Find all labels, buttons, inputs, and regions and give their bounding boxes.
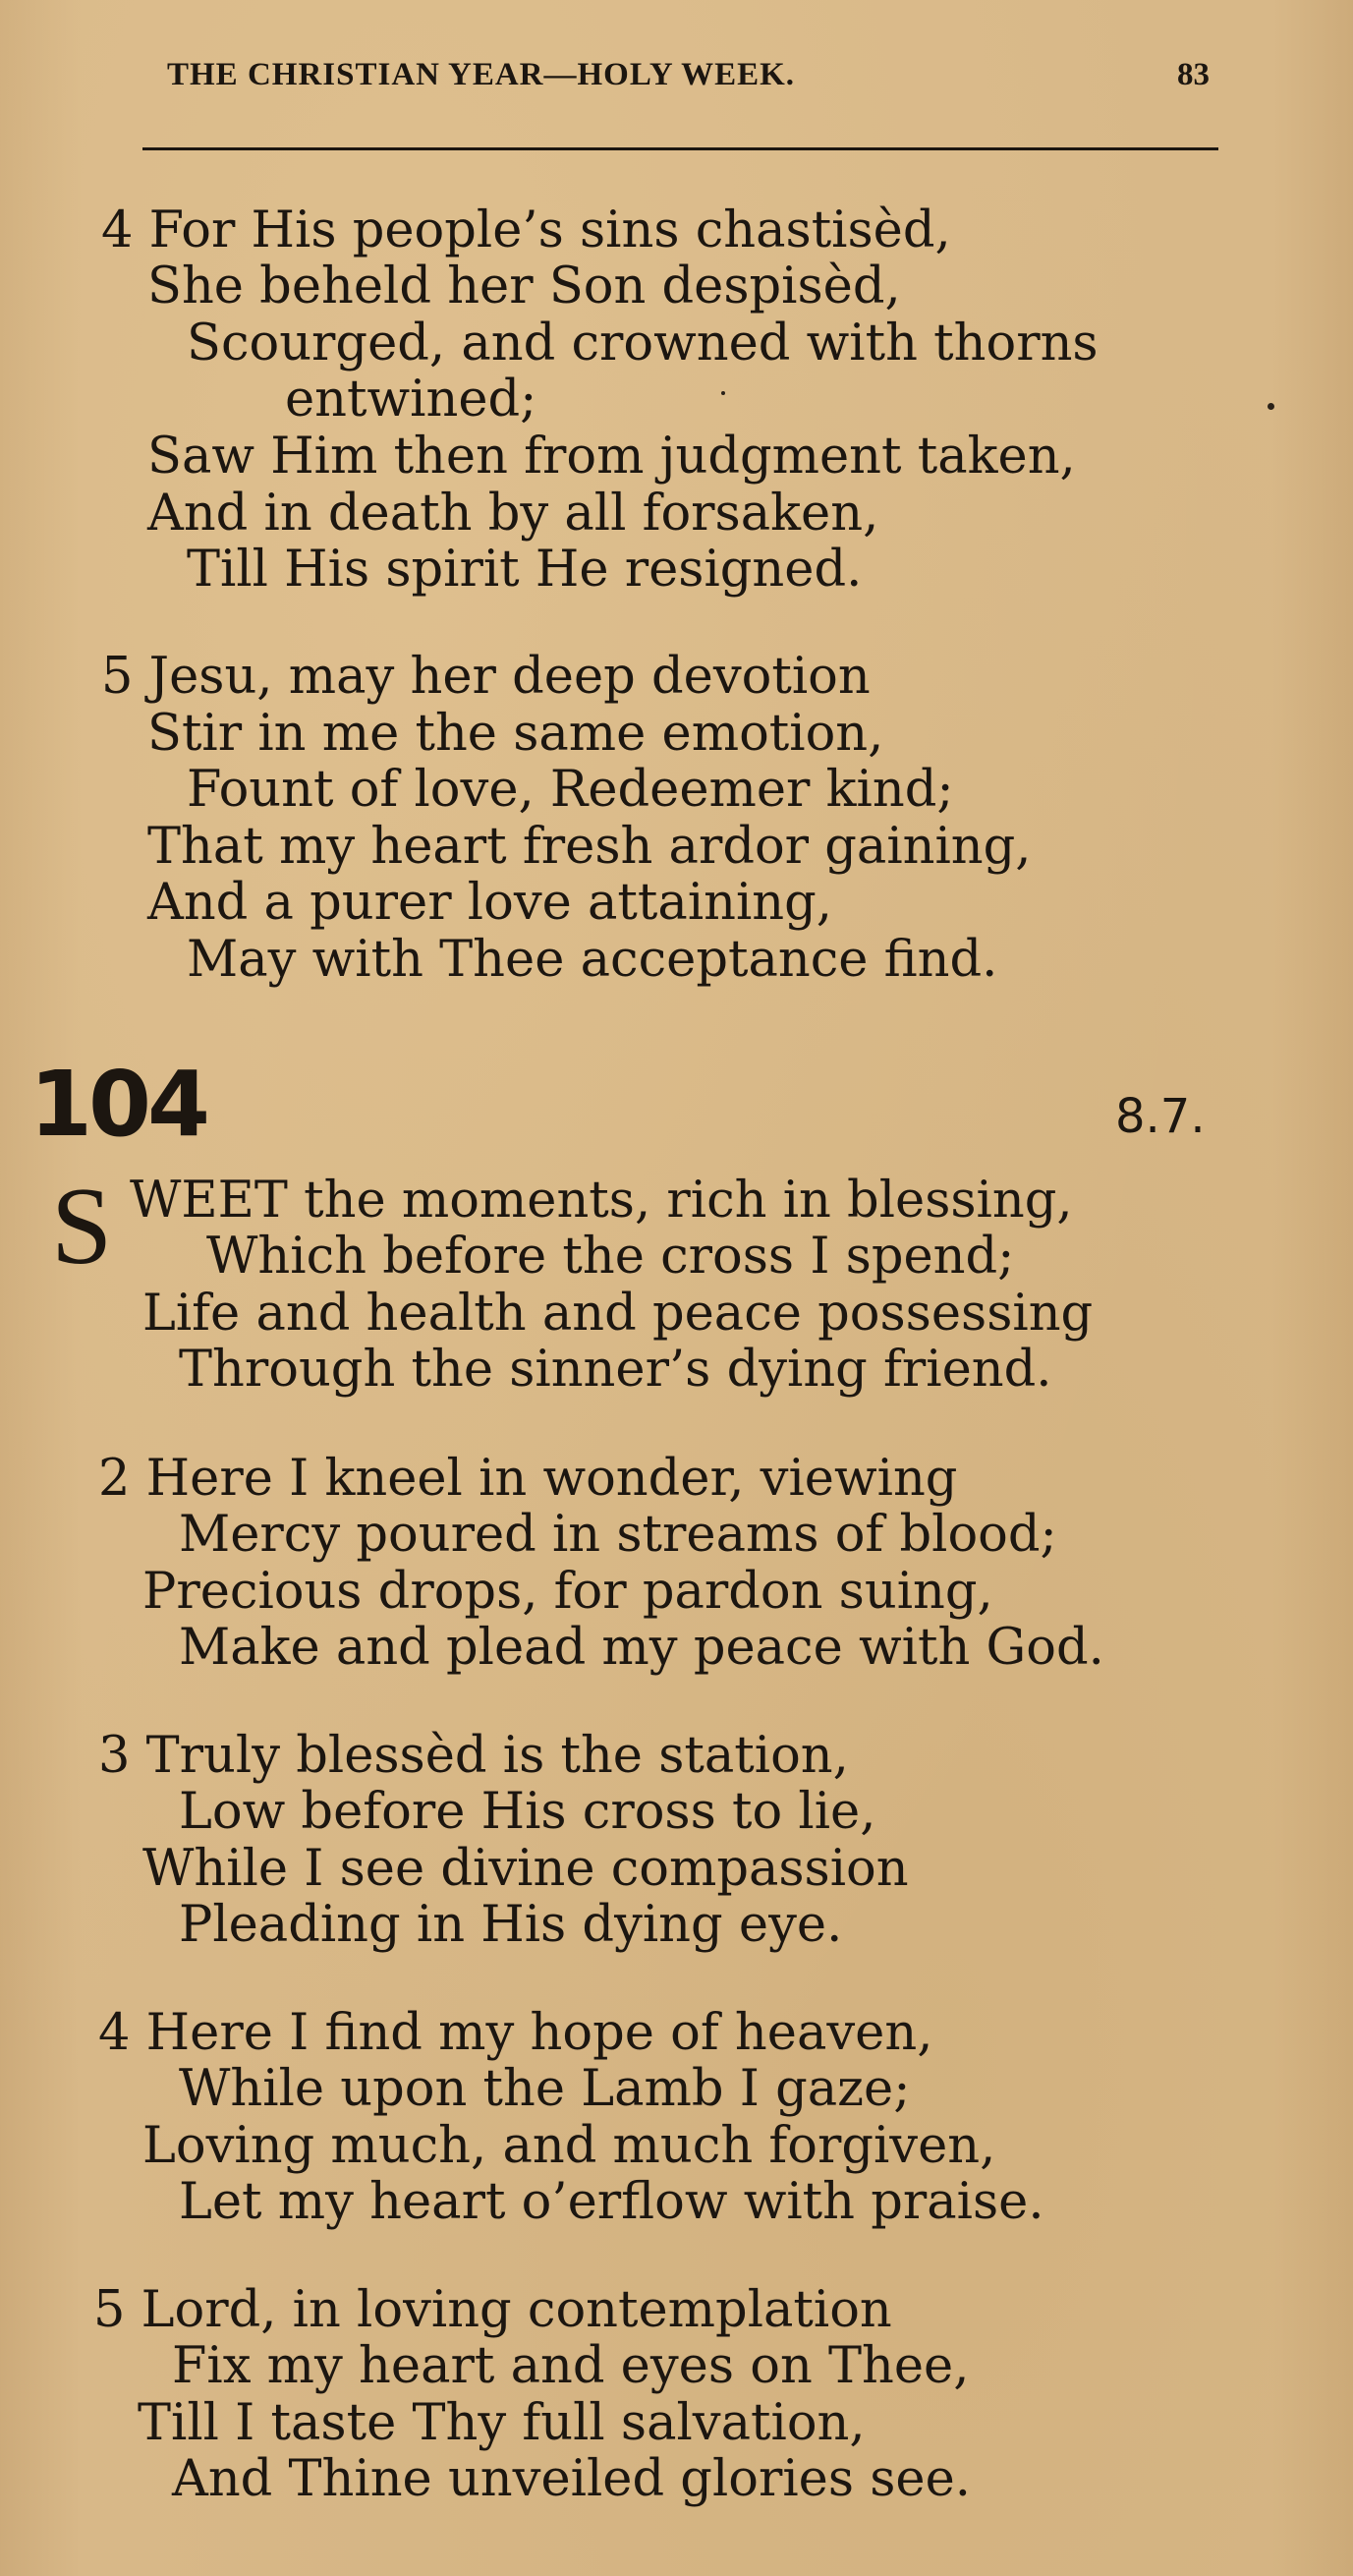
verse-line: She beheld her Son despisèd, [147,258,901,315]
verse-line: Loving much, and much forgiven, [142,2117,996,2175]
verse-line: While I see divine compassion [142,1840,909,1898]
verse-line: Through the sinner’s dying friend. [179,1341,1052,1399]
verse-line: Pleading in His dying eye. [179,1896,843,1954]
verse-line: May with Thee acceptance find. [187,931,998,989]
verse-line: WEET the moments, rich in blessing, [130,1172,1073,1230]
verse-line: While upon the Lamb I gaze; [179,2060,911,2118]
print-speck [1268,403,1274,410]
verse-line: Life and health and peace possessing [142,1285,1094,1343]
verse-line: Make and plead my peace with God. [179,1619,1104,1677]
header-rule [142,147,1218,150]
verse-line: 4 Here I find my hope of heaven, [98,2004,933,2062]
verse-line: And in death by all forsaken, [147,485,879,543]
verse-line: 2 Here I kneel in wonder, viewing [98,1450,958,1508]
verse-line: 5 Jesu, may her deep devotion [101,648,871,706]
verse-line: 5 Lord, in loving contemplation [93,2281,892,2339]
verse-line: Stir in me the same emotion, [147,705,884,763]
verse-line: entwined; [285,371,537,429]
verse-line: Precious drops, for pardon suing, [142,1563,993,1621]
hymn-number: 104 [29,1052,207,1157]
verse-line: Fount of love, Redeemer kind; [187,761,954,819]
running-head: THE CHRISTIAN YEAR—HOLY WEEK. [167,57,796,92]
verse-line: 3 Truly blessèd is the station, [98,1727,849,1785]
hymn-meter: 8.7. [1115,1089,1206,1144]
verse-line: Let my heart o’erflow with praise. [179,2173,1044,2231]
verse-line: Which before the cross I spend; [206,1228,1015,1286]
print-speck [721,391,725,395]
verse-line: And a purer love attaining, [147,874,832,932]
verse-line: Till His spirit He resigned. [187,541,863,599]
verse-line: 4 For His people’s sins chastisèd, [101,201,951,259]
drop-cap: S [51,1166,113,1288]
verse-line: That my heart fresh ardor gaining, [147,818,1032,876]
page-number: 83 [1177,57,1210,92]
verse-line: Low before His cross to lie, [179,1783,876,1841]
verse-line: And Thine unveiled glories see. [172,2450,971,2508]
verse-line: Till I taste Thy full salvation, [138,2394,866,2452]
verse-line: Saw Him then from judgment taken, [147,428,1076,486]
verse-line: Scourged, and crowned with thorns [187,315,1099,372]
verse-line: Mercy poured in streams of blood; [179,1506,1057,1564]
verse-line: Fix my heart and eyes on Thee, [172,2337,970,2395]
